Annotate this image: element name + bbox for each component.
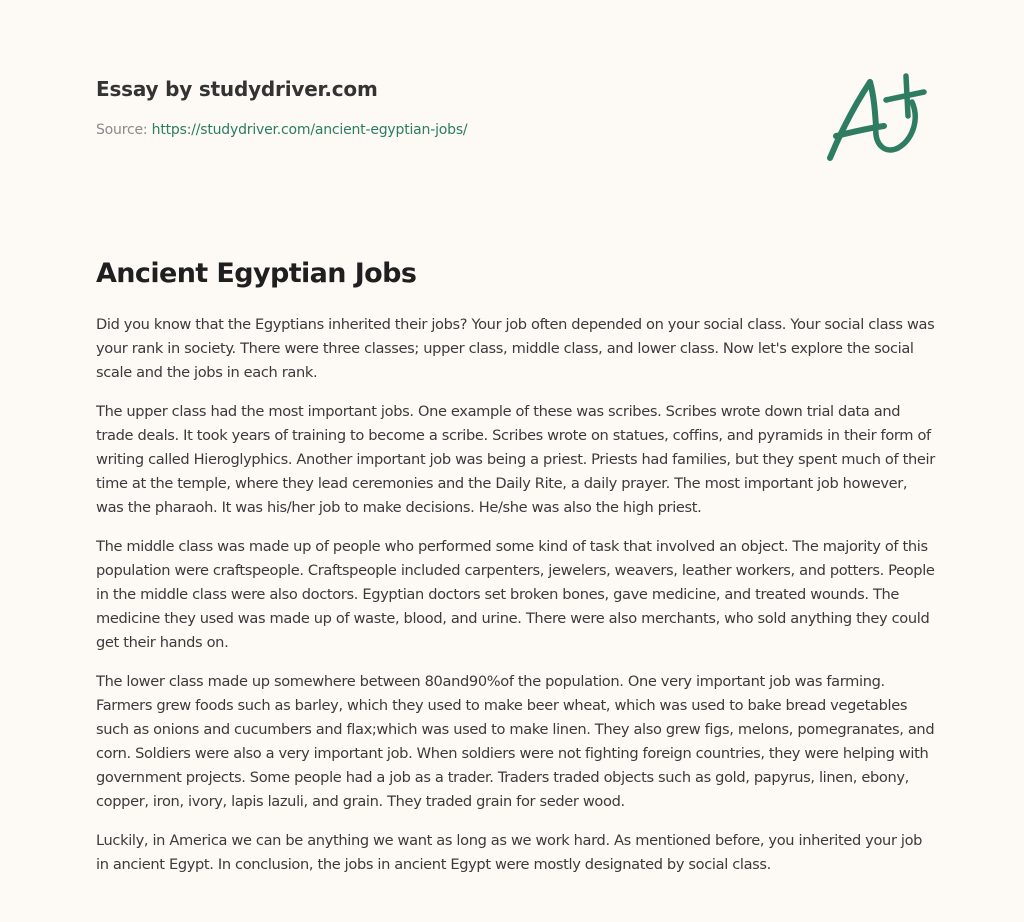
essay-paragraph-middle-class: The middle class was made up of people who performed some kind of task that involved an object. The majority of this population were craftspeople. Craftspeople included carpenters, jewelers, weavers, leather workers, and potters. People in the middle class were also doctors. Egyptian doctors set broken bones, gave medicine, and treated wounds. The medicine they used was made up of waste, blood, and urine. There were also merchants, who sold anything they could get their hands on. <box>96 538 935 651</box>
source-link[interactable]: https://studydriver.com/ancient-egyptian-jobs/ <box>151 122 468 138</box>
essay-title: Ancient Egyptian Jobs <box>96 258 417 289</box>
essay-body <box>96 313 936 892</box>
site-title: Essay by studydriver.com <box>96 77 378 101</box>
source-line <box>96 120 936 140</box>
a-plus-grade-icon <box>822 68 928 164</box>
source-label: Source: <box>96 122 148 138</box>
essay-paragraph-intro: Did you know that the Egyptians inherited their jobs? Your job often depended on your social class. Your social class was your rank in society. There were three classes; upper class, middle class, and lower class. Now let's explore the social scale and the jobs in each rank. <box>96 316 935 381</box>
essay-paragraph-lower-class: The lower class made up somewhere between 80and90%of the population. One very important job was farming. Farmers grew foods such as barley, which they used to make beer wheat, which was used to bake bread vegetables such as onions and cucumbers and flax;which was used to make linen. They also grew figs, melons, pomegranates, and corn. Soldiers were also a very important job. When soldiers were not fighting foreign countries, they were helping with government projects. Some people had a job as a trader. Traders traded objects such as gold, papyrus, linen, ebony, copper, iron, ivory, lapis lazuli, and grain. They traded grain for seder wood. <box>96 673 935 810</box>
essay-paragraph-upper-class: The upper class had the most important jobs. One example of these was scribes. Scribes wrote down trial data and trade deals. It took years of training to become a scribe. Scribes wrote on statues, coffins, and pyramids in their form of writing called Hieroglyphics. Another important job was being a priest. Priests had families, but they spent much of their time at the temple, where they lead ceremonies and the Daily Rite, a daily prayer. The most important job however, was the pharaoh. It was his/her job to make decisions. He/she was also the high priest. <box>96 403 935 516</box>
page-header <box>96 74 936 140</box>
essay-paragraph-conclusion: Luckily, in America we can be anything we want as long as we work hard. As mentioned before, you inherited your job in ancient Egypt. In conclusion, the jobs in ancient Egypt were mostly designated by social class. <box>96 832 923 873</box>
